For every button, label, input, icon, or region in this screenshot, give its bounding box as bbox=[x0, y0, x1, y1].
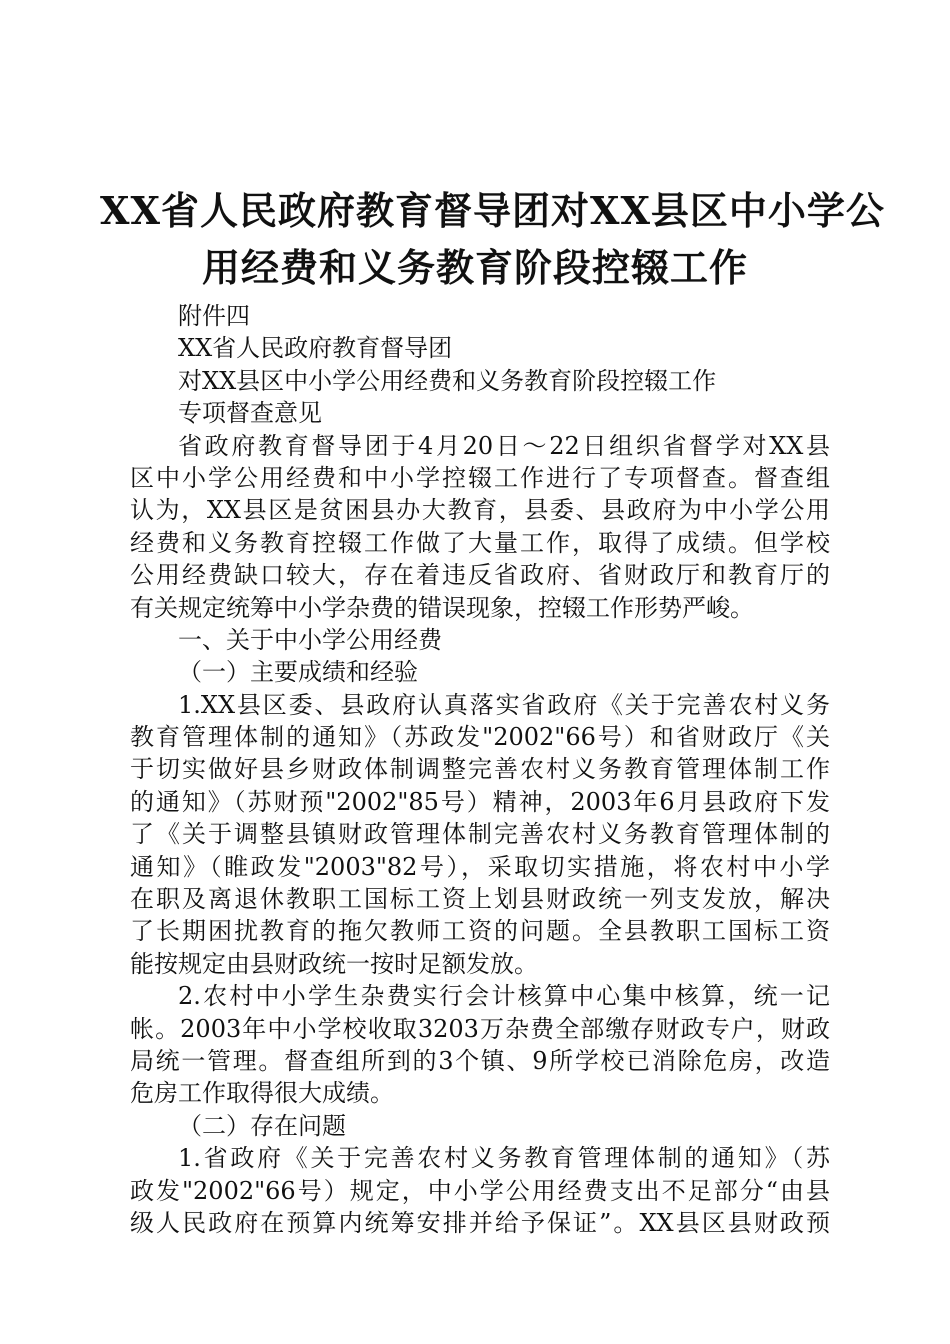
paragraph-line: 省政府教育督导团于4月20日～22日组织省督学对XX县 bbox=[178, 431, 830, 460]
paragraph-line: 教育管理体制的通知》（苏政发"2002"66号）和省财政厅《关 bbox=[130, 723, 830, 752]
document-body bbox=[130, 300, 830, 1239]
paragraph-line: 认为，XX县区是贫困县办大教育，县委、县政府为中小学公用 bbox=[130, 496, 830, 525]
paragraph-line: 公用经费缺口较大，存在着违反省政府、省财政厅和教育厅的 bbox=[130, 561, 830, 590]
paragraph-line: 有关规定统筹中小学杂费的错误现象，控辍工作形势严峻。 bbox=[130, 593, 754, 622]
paragraph-line: 于切实做好县乡财政体制调整完善农村义务教育管理体制工作 bbox=[130, 755, 830, 784]
paragraph-line: 通知》（睢政发"2003"82号），采取切实措施，将农村中小学 bbox=[130, 852, 830, 881]
issuer-line: XX省人民政府教育督导团 bbox=[178, 334, 453, 363]
paragraph-line: 能按规定由县财政统一按时足额发放。 bbox=[130, 949, 538, 978]
subject-line: 对XX县区中小学公用经费和义务教育阶段控辍工作 bbox=[178, 366, 717, 395]
paragraph-line: 危房工作取得很大成绩。 bbox=[130, 1079, 394, 1108]
paragraph-line: 1.省政府《关于完善农村义务教育管理体制的通知》（苏 bbox=[178, 1144, 830, 1173]
paragraph-line: 经费和义务教育控辍工作做了大量工作，取得了成绩。但学校 bbox=[130, 528, 830, 557]
section-heading: 一、关于中小学公用经费 bbox=[178, 625, 442, 654]
paragraph-line: 在职及离退休教职工国标工资上划县财政统一列支发放，解决 bbox=[130, 885, 830, 914]
subsection-heading: （二）存在问题 bbox=[178, 1111, 346, 1140]
paragraph-line: 了《关于调整县镇财政管理体制完善农村义务教育管理体制的 bbox=[130, 820, 830, 849]
paragraph-line: 帐。2003年中小学校收取3203万杂费全部缴存财政专户，财政 bbox=[130, 1014, 830, 1043]
doc-type-line: 专项督查意见 bbox=[178, 399, 322, 428]
document-title-line-2: 用经费和义务教育阶段控辍工作 bbox=[201, 245, 748, 290]
subsection-heading: （一）主要成绩和经验 bbox=[178, 658, 418, 687]
document-title-line-1: XX省人民政府教育督导团对XX县区中小学公 bbox=[100, 188, 885, 233]
paragraph-line: 区中小学公用经费和中小学控辍工作进行了专项督查。督查组 bbox=[130, 463, 830, 492]
paragraph-line: 2.农村中小学生杂费实行会计核算中心集中核算，统一记 bbox=[178, 982, 830, 1011]
paragraph-line: 1.XX县区委、县政府认真落实省政府《关于完善农村义务 bbox=[178, 690, 830, 719]
paragraph-line: 了长期困扰教育的拖欠教师工资的问题。全县教职工国标工资 bbox=[130, 917, 830, 946]
paragraph-line: 的通知》（苏财预"2002"85号）精神，2003年6月县政府下发 bbox=[130, 787, 830, 816]
paragraph-line: 局统一管理。督查组所到的3个镇、9所学校已消除危房，改造 bbox=[130, 1046, 830, 1075]
paragraph-line: 级人民政府在预算内统筹安排并给予保证”。XX县区县财政预 bbox=[130, 1208, 830, 1237]
paragraph-line: 政发"2002"66号）规定，中小学公用经费支出不足部分“由县 bbox=[130, 1176, 830, 1205]
attachment-label: 附件四 bbox=[178, 302, 250, 330]
